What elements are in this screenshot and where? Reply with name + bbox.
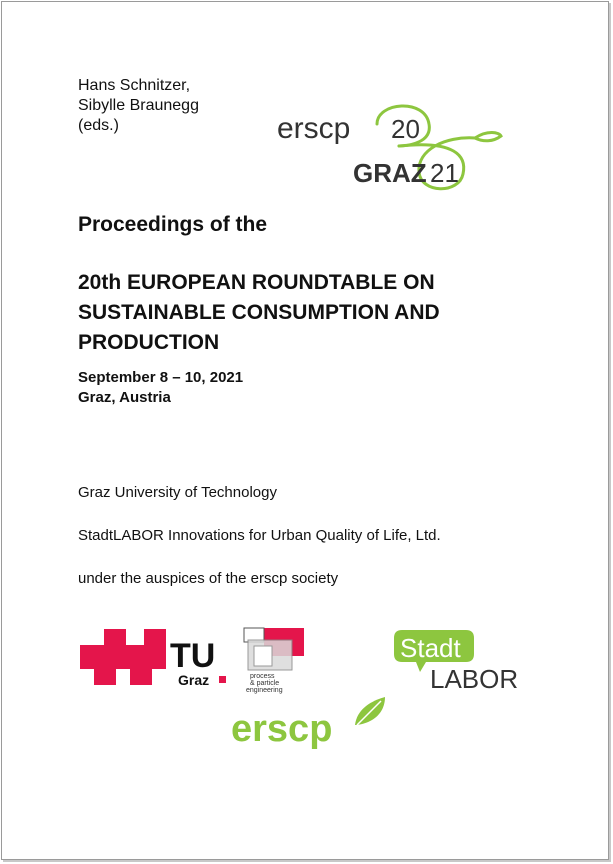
erscp-graz-2021-logo [277,94,512,198]
labor-text: LABOR [430,664,519,690]
logo-caption: & particle [250,680,280,687]
conference-title [78,268,548,358]
tu-graz-logo [80,629,230,687]
conference-title-line: SUSTAINABLE CONSUMPTION AND [78,301,440,324]
stadt-text: Stadt [400,633,461,663]
logo-caption: process [250,673,275,680]
logo-leaf [475,133,501,141]
logo-city: GRAZ [353,158,427,188]
tu-graz-top-text: TU [170,637,216,675]
tu-graz-bottom-text: Graz [178,672,210,687]
logo-year-bottom: 21 [430,158,459,188]
editors-note: (eds.) [78,117,119,134]
date-location [78,368,243,408]
process-particle-engineering-logo [242,626,308,694]
editor-name: Hans Schnitzer, [78,77,191,94]
stadtlabor-logo [392,628,534,690]
organization-line: Graz University of Technology [78,484,277,501]
conference-title-line: PRODUCTION [78,331,220,354]
erscp-society-logo [227,695,389,757]
document-page [1,1,609,860]
conference-dates: September 8 – 10, 2021 [78,369,244,386]
tu-graz-blocks [80,629,166,685]
logo-caption: engineering [246,687,283,694]
conference-location: Graz, Austria [78,389,171,406]
logo-year-top: 20 [391,114,420,144]
erscp-word: erscp [231,708,333,750]
proceedings-label: Proceedings of the [78,213,268,236]
logo-word: erscp [277,112,351,145]
conference-title-line: 20th EUROPEAN ROUNDTABLE ON [78,271,435,294]
organization-line: StadtLABOR Innovations for Urban Quality of Life, Ltd. [78,527,441,544]
editors-block [78,76,199,136]
editor-name: Sibylle Braunegg [78,97,199,114]
organization-line: under the auspices of the erscp society [78,570,339,587]
